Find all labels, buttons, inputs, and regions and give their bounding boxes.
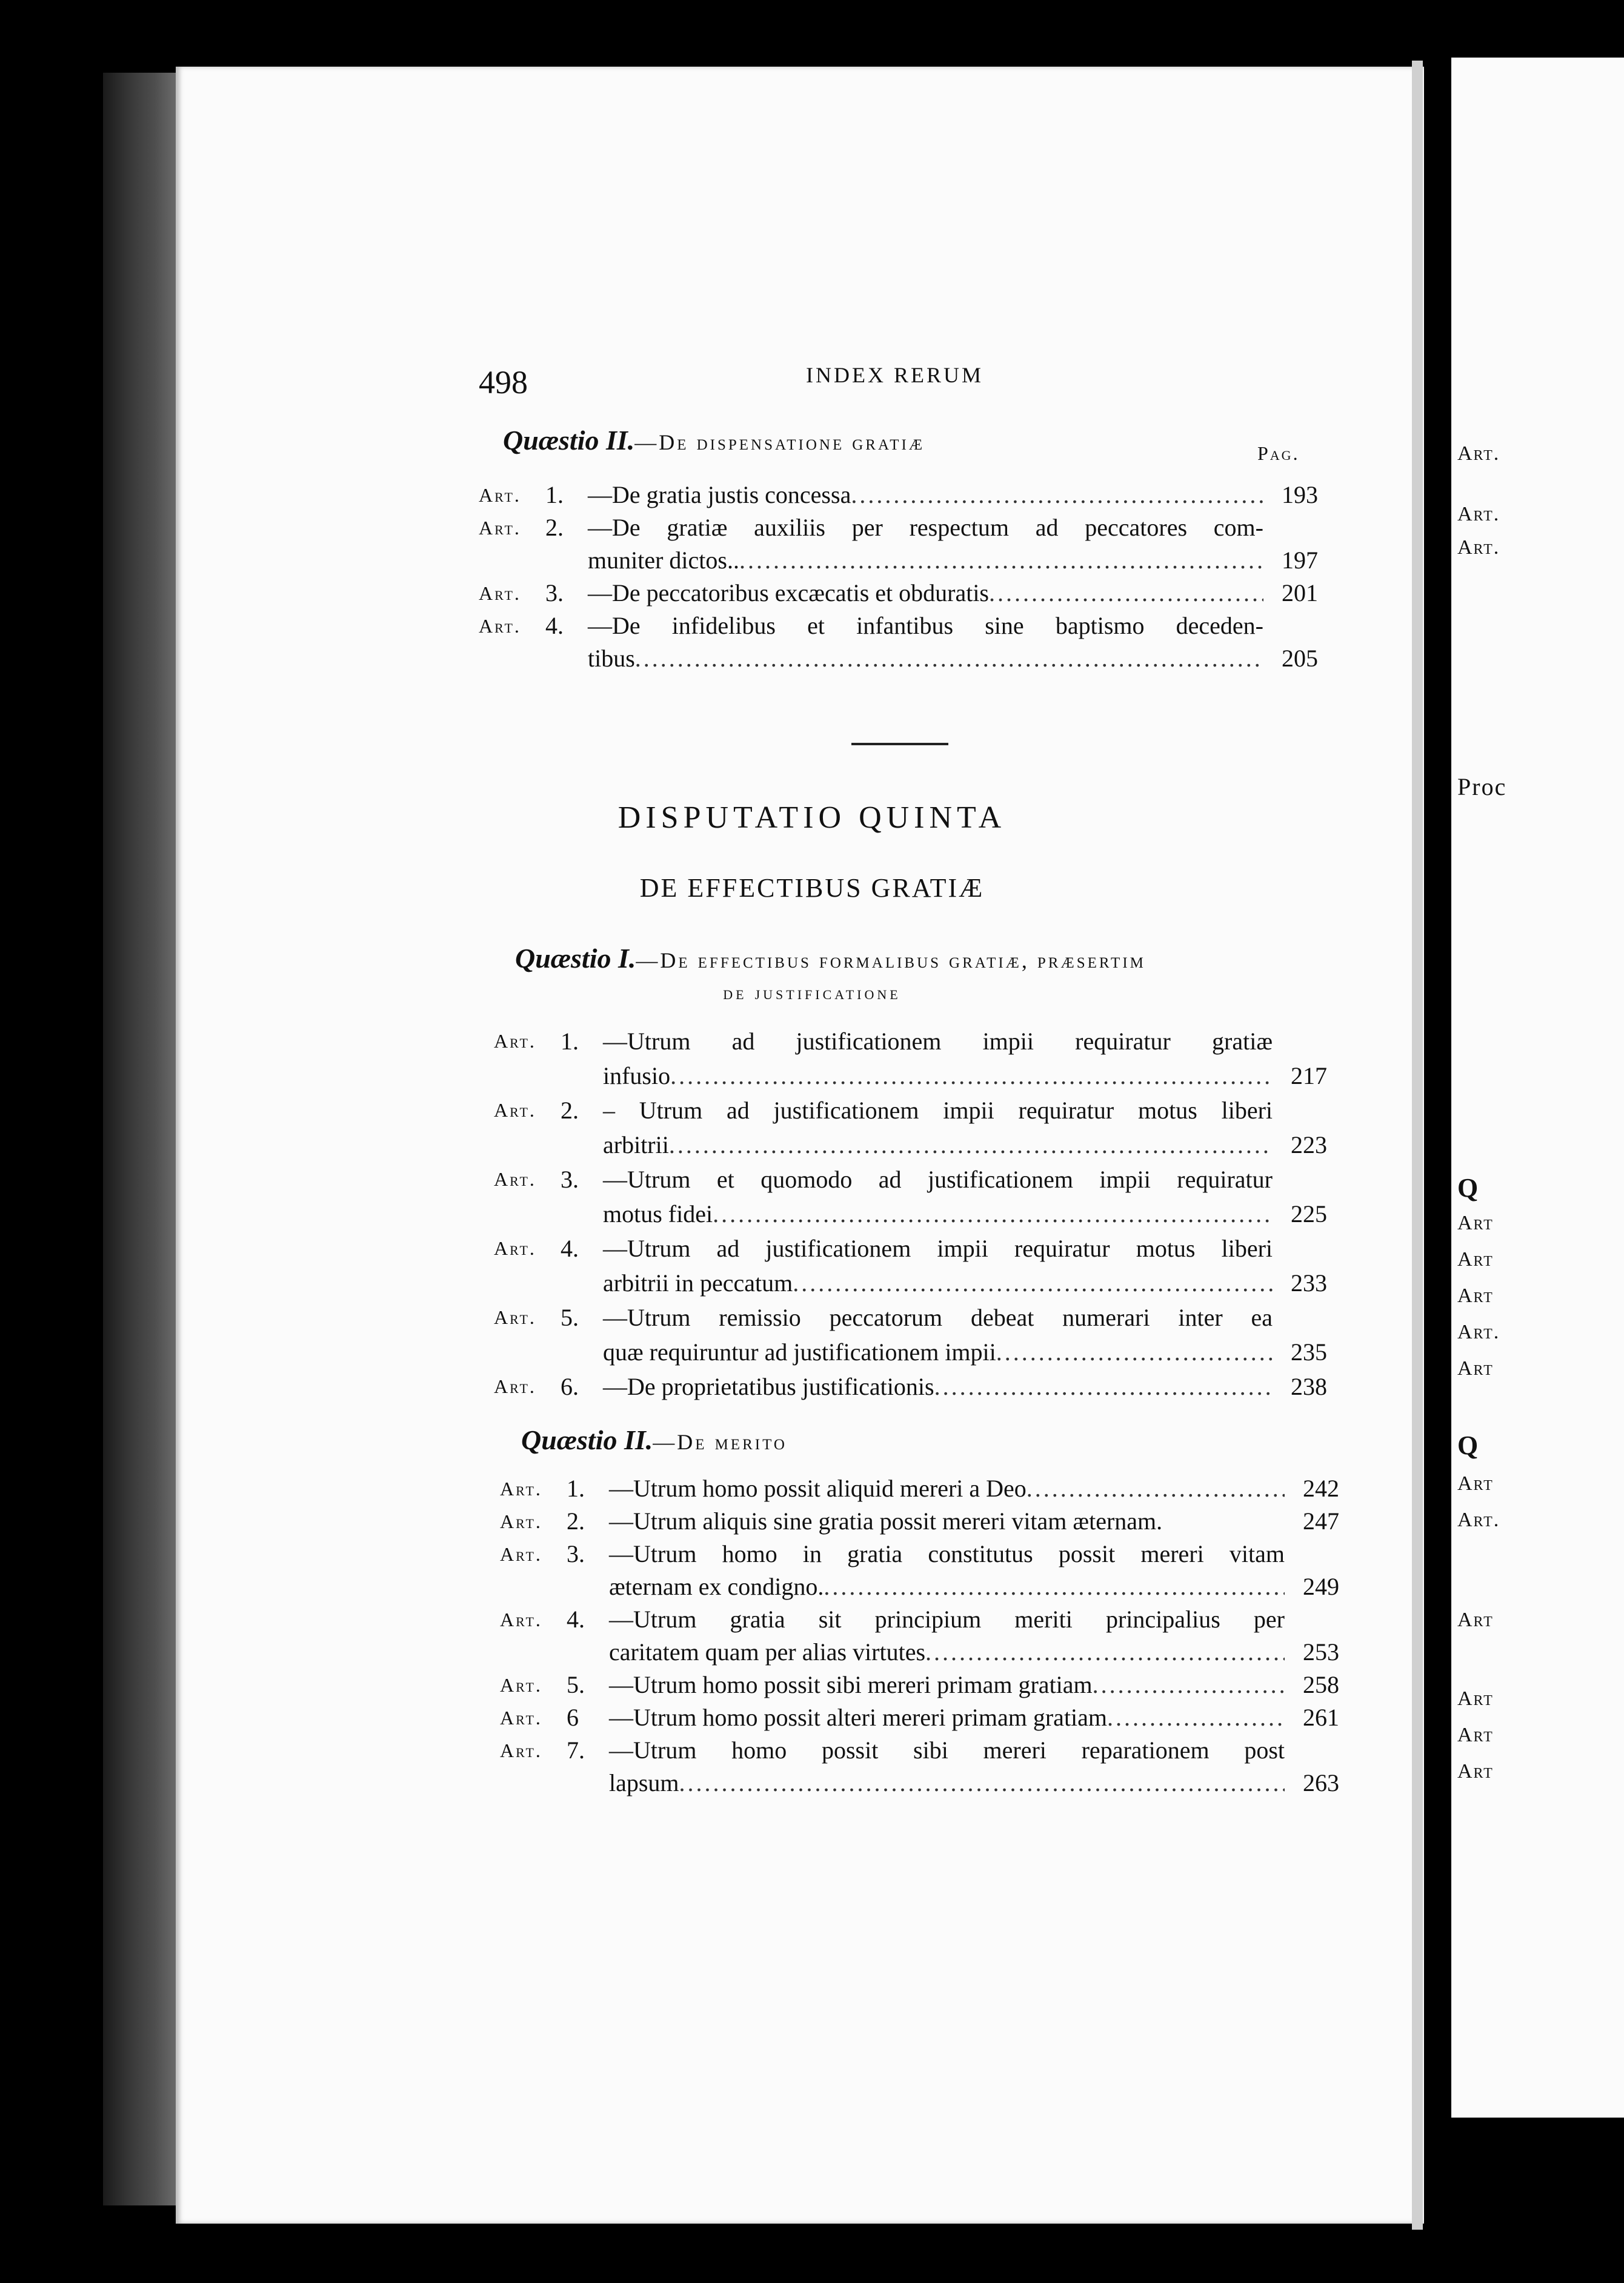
question-label: Quæstio II. [521,1424,653,1455]
entry-title-continued: infusio [603,1062,671,1089]
fragment-text: Art. [1457,1321,1500,1343]
fragment-text: Art. [1457,442,1500,465]
fragment-text: Art [1457,1284,1494,1307]
page-ref: 242 [1303,1475,1339,1502]
toc-section-2 [494,1024,1327,1404]
entry-title-continued: lapsum [609,1769,679,1796]
toc-entry [500,1603,1339,1669]
entry-title: —Utrum homo possit sibi mereri reparationem post [609,1736,1285,1764]
page-ref: 249 [1303,1573,1339,1600]
dot-leader [1093,1669,1285,1701]
dot-leader [713,1197,1273,1231]
toc-entry [500,1505,1339,1538]
dot-leader [793,1266,1273,1300]
dot-leader [925,1636,1285,1669]
art-label: Art. [494,1237,536,1259]
page-ref: 258 [1303,1671,1339,1698]
entry-title: —Utrum et quomodo ad justificationem impii requiratur [603,1166,1273,1193]
art-label: Art. [479,517,521,539]
entry-title-continued: muniter dictos.. [588,547,739,574]
toc-section-3 [500,1472,1339,1799]
page-ref: 197 [1282,547,1318,574]
art-label: Art. [494,1099,536,1121]
toc-entry [479,610,1318,675]
toc-entry [494,1024,1327,1093]
question-heading [515,942,1146,974]
entry-title: —Utrum aliquis sine gratia possit mereri vitam æternam. [609,1507,1163,1535]
fragment-text: Art [1457,1609,1494,1631]
toc-entry [494,1231,1327,1300]
entry-title: —De gratiæ auxiliis per respectum ad peccatores com- [588,514,1263,541]
entry-title: —De proprietatibus justificationis [603,1373,934,1400]
entry-title-continued: quæ requiruntur ad justificationem impii [603,1338,996,1366]
page-ref: 193 [1282,481,1318,508]
art-number: 5. [561,1304,579,1331]
page-ref: 201 [1282,579,1318,606]
toc-entry [500,1734,1339,1799]
art-label: Art. [494,1306,536,1328]
dot-leader [851,479,1263,511]
disputatio-subtitle: DE EFFECTIBUS GRATIÆ [639,873,985,903]
art-label: Art. [500,1707,542,1729]
entry-title: —De peccatoribus excæcatis et obduratis [588,579,989,606]
page-number: 498 [479,364,528,400]
fragment-text: Q [1457,1173,1480,1203]
section-divider-rule [851,743,948,745]
dot-leader [670,1058,1273,1093]
art-number: 4. [567,1606,585,1633]
page-edge [1412,61,1423,2230]
entry-title-continued: tibus [588,645,635,672]
question-title: —De merito [653,1430,787,1454]
art-label: Art. [479,615,521,637]
page-ref: 205 [1282,645,1318,672]
question-title: —De dispensatione gratiæ [634,430,925,454]
art-label: Art. [500,1510,542,1532]
art-number: 2. [561,1097,579,1124]
fragment-text: Art [1457,1472,1494,1495]
dot-leader [669,1128,1273,1162]
entry-title: —Utrum homo possit alteri mereri primam gratiam [609,1704,1108,1731]
entry-title: —De gratia justis concessa [588,481,851,508]
art-label: Art. [500,1543,542,1565]
question-label: Quæstio I. [515,943,636,974]
art-label: Art. [479,484,521,506]
art-label: Art. [494,1375,536,1397]
dot-leader [739,544,1263,577]
page-ref: 238 [1291,1373,1327,1400]
fragment-text: Art [1457,1760,1494,1783]
entry-title-continued: arbitrii in peccatum [603,1269,793,1297]
toc-entry [494,1300,1327,1369]
art-number: 7. [567,1736,585,1764]
art-number: 6. [561,1373,579,1400]
pag-column-label: Pag. [1257,442,1300,464]
disputatio-title: DISPUTATIO QUINTA [617,800,1007,835]
toc-entry [500,1669,1339,1701]
entry-title: —Utrum homo possit aliquid mereri a Deo [609,1475,1027,1502]
fragment-text: Art [1457,1248,1494,1271]
art-number: 3. [545,579,564,606]
art-number: 3. [567,1540,585,1567]
art-number: 5. [567,1671,585,1698]
page-ref: 235 [1291,1338,1327,1366]
toc-entry [494,1093,1327,1162]
toc-entry [500,1472,1339,1505]
toc-entry [479,577,1318,610]
entry-title: —De infidelibus et infantibus sine baptismo deceden- [588,612,1263,639]
art-number: 2. [545,514,564,541]
entry-title: —Utrum remissio peccatorum debeat numerari inter ea [603,1304,1273,1331]
art-label: Art. [500,1478,542,1500]
question-heading [503,424,925,456]
art-label: Art. [479,582,521,604]
question-title: —De effectibus formalibus gratiæ, præsertim [636,948,1146,972]
entry-title: – Utrum ad justificationem impii requiratur motus liberi [603,1097,1273,1124]
fragment-text: Art [1457,1724,1494,1746]
art-number: 1. [545,481,564,508]
entry-title: —Utrum homo in gratia constitutus possit mereri vitam [609,1540,1285,1567]
fragment-text: Art. [1457,536,1500,559]
entry-title: —Utrum ad justificationem impii requiratur motus liberi [603,1235,1273,1262]
toc-entry [494,1369,1327,1404]
dot-leader [934,1369,1273,1404]
fragment-text: Q [1457,1431,1480,1460]
entry-title-continued: arbitrii [603,1131,669,1158]
book-spine-shadow [103,73,176,2205]
fragment-text: Art [1457,1212,1494,1234]
art-number: 1. [561,1028,579,1055]
dot-leader [635,642,1263,675]
page-ref: 247 [1303,1507,1339,1535]
fragment-text: Art. [1457,1509,1500,1531]
dot-leader [679,1767,1285,1799]
entry-title: —Utrum gratia sit principium meriti principalius per [609,1606,1285,1633]
page-ref: 225 [1291,1200,1327,1228]
dot-leader [1027,1472,1285,1505]
question-label: Quæstio II. [503,425,635,456]
entry-title: —Utrum homo possit sibi mereri primam gratiam [609,1671,1093,1698]
dot-leader [989,577,1263,610]
art-label: Art. [500,1609,542,1630]
toc-entry [500,1701,1339,1734]
entry-title-continued: motus fidei [603,1200,713,1228]
page-ref: 263 [1303,1769,1339,1796]
dot-leader [996,1335,1273,1369]
question-heading [521,1424,787,1456]
page-ref: 233 [1291,1269,1327,1297]
art-label: Art. [500,1674,542,1696]
art-label: Art. [494,1030,536,1052]
art-number: 2. [567,1507,585,1535]
entry-title-continued: caritatem quam per alias virtutes [609,1638,926,1666]
fragment-text: Art [1457,1687,1494,1710]
dot-leader [1107,1701,1285,1734]
art-number: 4. [545,612,564,639]
page-ref: 261 [1303,1704,1339,1731]
toc-entry [479,479,1318,511]
toc-entry [500,1538,1339,1603]
fragment-text: Proc [1457,773,1507,800]
page-ref: 223 [1291,1131,1327,1158]
page-ref: 253 [1303,1638,1339,1666]
running-head: INDEX RERUM [806,363,983,387]
toc-section-1 [479,479,1318,675]
toc-entry [494,1162,1327,1231]
dot-leader [824,1570,1285,1603]
page-ref: 217 [1291,1062,1327,1089]
art-number: 6 [567,1704,579,1731]
fragment-text: Art [1457,1357,1494,1380]
fragment-text: Art. [1457,503,1500,525]
question-title-line2: de justificatione [723,982,901,1003]
art-label: Art. [494,1168,536,1190]
art-label: Art. [500,1740,542,1761]
toc-entry [479,511,1318,577]
entry-title: —Utrum ad justificationem impii requiratur gratiæ [603,1028,1273,1055]
art-number: 3. [561,1166,579,1193]
adjacent-page-fragment [1451,58,1624,2118]
entry-title-continued: æternam ex condigno. [609,1573,824,1600]
art-number: 4. [561,1235,579,1262]
art-number: 1. [567,1475,585,1502]
